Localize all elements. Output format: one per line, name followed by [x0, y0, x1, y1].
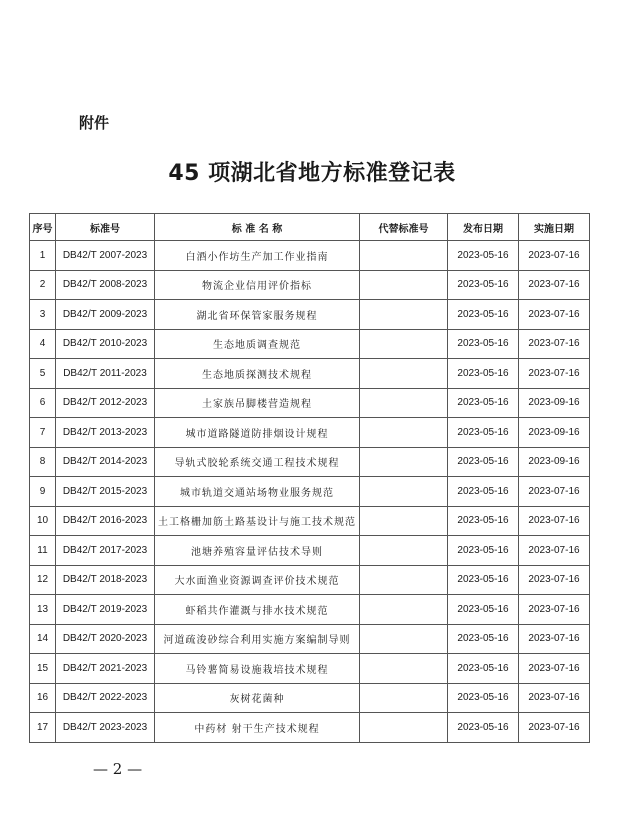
cell-published-date: 2023-05-16	[448, 329, 519, 359]
cell-index: 17	[30, 713, 56, 743]
cell-standard-code: DB42/T 2007-2023	[56, 241, 155, 271]
cell-effective-date: 2023-07-16	[519, 654, 590, 684]
cell-replaces	[360, 654, 448, 684]
cell-index: 1	[30, 241, 56, 271]
cell-effective-date: 2023-07-16	[519, 477, 590, 507]
cell-standard-code: DB42/T 2020-2023	[56, 624, 155, 654]
cell-published-date: 2023-05-16	[448, 300, 519, 330]
cell-standard-code: DB42/T 2018-2023	[56, 565, 155, 595]
cell-standard-code: DB42/T 2017-2023	[56, 536, 155, 566]
cell-standard-name: 湖北省环保管家服务规程	[155, 300, 360, 330]
cell-index: 9	[30, 477, 56, 507]
cell-published-date: 2023-05-16	[448, 241, 519, 271]
cell-standard-name: 生态地质调查规范	[155, 329, 360, 359]
cell-replaces	[360, 388, 448, 418]
table-row	[30, 359, 590, 389]
cell-replaces	[360, 329, 448, 359]
cell-replaces	[360, 447, 448, 477]
cell-index: 11	[30, 536, 56, 566]
cell-standard-name: 土家族吊脚楼营造规程	[155, 388, 360, 418]
table-row	[30, 654, 590, 684]
cell-standard-name: 灰树花菌种	[155, 683, 360, 713]
document-title: 45 项湖北省地方标准登记表	[168, 161, 456, 186]
attachment-label: 附件	[79, 114, 110, 132]
cell-index: 15	[30, 654, 56, 684]
cell-index: 14	[30, 624, 56, 654]
cell-standard-code: DB42/T 2022-2023	[56, 683, 155, 713]
cell-standard-code: DB42/T 2013-2023	[56, 418, 155, 448]
cell-replaces	[360, 624, 448, 654]
cell-published-date: 2023-05-16	[448, 683, 519, 713]
cell-standard-name: 虾稻共作灌溉与排水技术规范	[155, 595, 360, 625]
cell-standard-name: 城市轨道交通站场物业服务规范	[155, 477, 360, 507]
cell-standard-code: DB42/T 2023-2023	[56, 713, 155, 743]
cell-published-date: 2023-05-16	[448, 654, 519, 684]
table-row	[30, 447, 590, 477]
column-header-code: 标准号	[56, 214, 155, 241]
cell-effective-date: 2023-07-16	[519, 536, 590, 566]
cell-effective-date: 2023-07-16	[519, 713, 590, 743]
table-header-row	[30, 214, 590, 241]
cell-index: 5	[30, 359, 56, 389]
cell-index: 6	[30, 388, 56, 418]
cell-standard-name: 中药材 射干生产技术规程	[155, 713, 360, 743]
cell-effective-date: 2023-07-16	[519, 624, 590, 654]
table-row	[30, 683, 590, 713]
cell-replaces	[360, 477, 448, 507]
cell-effective-date: 2023-09-16	[519, 388, 590, 418]
column-header-published: 发布日期	[448, 214, 519, 241]
cell-published-date: 2023-05-16	[448, 565, 519, 595]
table-row	[30, 536, 590, 566]
cell-replaces	[360, 713, 448, 743]
cell-standard-code: DB42/T 2019-2023	[56, 595, 155, 625]
table-row	[30, 418, 590, 448]
cell-standard-code: DB42/T 2014-2023	[56, 447, 155, 477]
cell-standard-code: DB42/T 2008-2023	[56, 270, 155, 300]
column-header-index: 序号	[30, 214, 56, 241]
cell-standard-name: 白酒小作坊生产加工作业指南	[155, 241, 360, 271]
table-row	[30, 241, 590, 271]
table-row	[30, 506, 590, 536]
cell-published-date: 2023-05-16	[448, 624, 519, 654]
cell-index: 16	[30, 683, 56, 713]
cell-index: 8	[30, 447, 56, 477]
cell-effective-date: 2023-07-16	[519, 565, 590, 595]
cell-published-date: 2023-05-16	[448, 477, 519, 507]
cell-standard-name: 马铃薯简易设施栽培技术规程	[155, 654, 360, 684]
cell-replaces	[360, 359, 448, 389]
cell-published-date: 2023-05-16	[448, 713, 519, 743]
cell-effective-date: 2023-07-16	[519, 300, 590, 330]
table-row	[30, 595, 590, 625]
table-row	[30, 329, 590, 359]
cell-effective-date: 2023-07-16	[519, 683, 590, 713]
table-row	[30, 477, 590, 507]
cell-standard-name: 河道疏浚砂综合利用实施方案编制导则	[155, 624, 360, 654]
cell-standard-name: 物流企业信用评价指标	[155, 270, 360, 300]
cell-standard-name: 生态地质探测技术规程	[155, 359, 360, 389]
cell-index: 13	[30, 595, 56, 625]
cell-published-date: 2023-05-16	[448, 388, 519, 418]
cell-index: 7	[30, 418, 56, 448]
cell-replaces	[360, 506, 448, 536]
column-header-name: 标 准 名 称	[155, 214, 360, 241]
cell-standard-code: DB42/T 2010-2023	[56, 329, 155, 359]
cell-replaces	[360, 595, 448, 625]
table-row	[30, 270, 590, 300]
cell-standard-code: DB42/T 2012-2023	[56, 388, 155, 418]
cell-published-date: 2023-05-16	[448, 536, 519, 566]
cell-effective-date: 2023-07-16	[519, 506, 590, 536]
cell-effective-date: 2023-09-16	[519, 418, 590, 448]
cell-published-date: 2023-05-16	[448, 506, 519, 536]
cell-index: 12	[30, 565, 56, 595]
cell-replaces	[360, 270, 448, 300]
table-row	[30, 388, 590, 418]
cell-index: 3	[30, 300, 56, 330]
cell-published-date: 2023-05-16	[448, 359, 519, 389]
cell-index: 4	[30, 329, 56, 359]
cell-standard-code: DB42/T 2016-2023	[56, 506, 155, 536]
cell-replaces	[360, 241, 448, 271]
cell-effective-date: 2023-07-16	[519, 270, 590, 300]
cell-effective-date: 2023-07-16	[519, 329, 590, 359]
column-header-replaces: 代替标准号	[360, 214, 448, 241]
cell-standard-code: DB42/T 2021-2023	[56, 654, 155, 684]
cell-effective-date: 2023-09-16	[519, 447, 590, 477]
cell-standard-name: 导轨式胶轮系统交通工程技术规程	[155, 447, 360, 477]
table-row	[30, 565, 590, 595]
cell-replaces	[360, 300, 448, 330]
standards-table	[29, 213, 590, 743]
cell-effective-date: 2023-07-16	[519, 359, 590, 389]
cell-standard-code: DB42/T 2015-2023	[56, 477, 155, 507]
page-number: — 2 —	[93, 760, 143, 778]
cell-standard-name: 城市道路隧道防排烟设计规程	[155, 418, 360, 448]
column-header-effective: 实施日期	[519, 214, 590, 241]
table-body	[30, 241, 590, 743]
table-row	[30, 300, 590, 330]
cell-published-date: 2023-05-16	[448, 595, 519, 625]
cell-index: 2	[30, 270, 56, 300]
cell-replaces	[360, 565, 448, 595]
cell-replaces	[360, 536, 448, 566]
cell-effective-date: 2023-07-16	[519, 595, 590, 625]
cell-standard-name: 土工格栅加筋土路基设计与施工技术规范	[155, 506, 360, 536]
cell-published-date: 2023-05-16	[448, 418, 519, 448]
cell-index: 10	[30, 506, 56, 536]
cell-published-date: 2023-05-16	[448, 270, 519, 300]
cell-replaces	[360, 683, 448, 713]
cell-standard-code: DB42/T 2009-2023	[56, 300, 155, 330]
table-row	[30, 713, 590, 743]
cell-published-date: 2023-05-16	[448, 447, 519, 477]
cell-standard-name: 池塘养殖容量评估技术导则	[155, 536, 360, 566]
cell-replaces	[360, 418, 448, 448]
cell-standard-name: 大水面渔业资源调查评价技术规范	[155, 565, 360, 595]
cell-standard-code: DB42/T 2011-2023	[56, 359, 155, 389]
cell-effective-date: 2023-07-16	[519, 241, 590, 271]
table-row	[30, 624, 590, 654]
